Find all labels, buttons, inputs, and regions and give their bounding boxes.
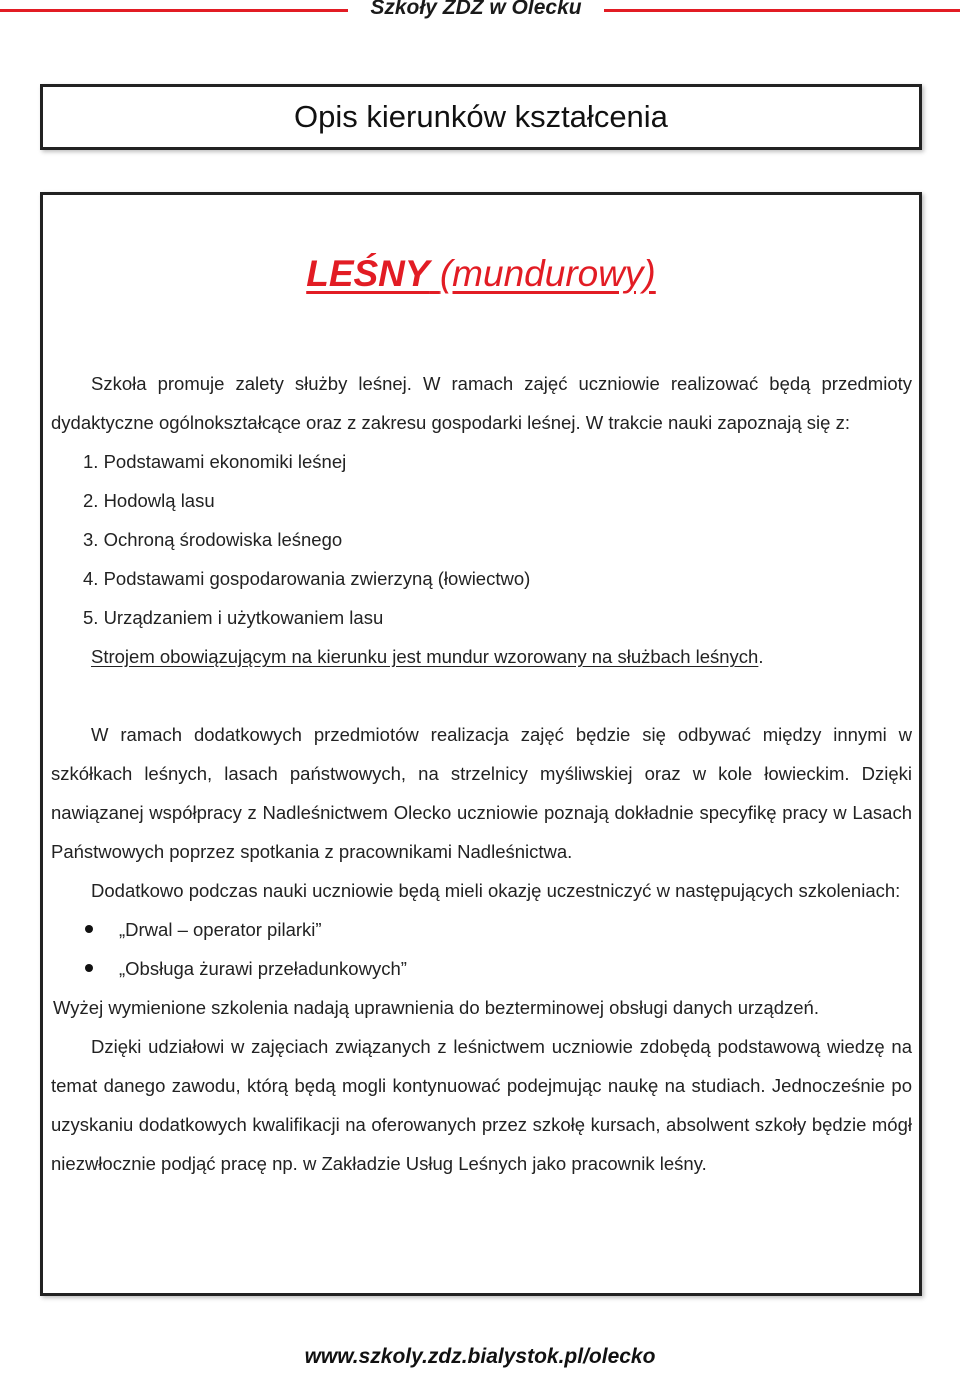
title-box <box>40 84 922 150</box>
outcome-paragraph: Dzięki udziałowi w zajęciach związanych z leśnictwem uczniowie zdobędą podstawową wiedzę na temat danego zawodu, którą będą mogli kontynuować podejmując naukę na studiach. Jednocześnie po uzyskaniu dodatkowych kwalifikacji na oferowanych przez szkołę kursach, absolwent szkoły będzie mógł niezwłocznie podjąć pracę np. w Zakładzie Usług Leśnych jako pracownik leśny. <box>51 1036 912 1174</box>
uniform-paragraph <box>51 637 912 676</box>
training-label: „Drwal – operator pilarki” <box>119 919 322 940</box>
paragraph-gap <box>51 676 912 715</box>
training-item <box>85 949 912 988</box>
header-rule-right <box>604 9 960 12</box>
uniform-note: Strojem obowiązującym na kierunku jest mundur wzorowany na służbach leśnych <box>91 646 759 667</box>
subject-item: 5. Urządzaniem i użytkowaniem lasu <box>83 607 384 628</box>
subject-item: 3. Ochroną środowiska leśnego <box>83 529 343 550</box>
header-rule-left <box>0 9 348 12</box>
bullet-icon <box>85 925 93 933</box>
subject-item: 4. Podstawami gospodarowania zwierzyną (łowiectwo) <box>83 568 531 589</box>
intro-paragraph: Szkoła promuje zalety służby leśnej. W ramach zajęć uczniowie realizować będą przedmioty dydaktyczne ogólnokształcące oraz z zakresu gospodarki leśnej. W trakcie nauki zapoznają się z: <box>51 373 912 433</box>
uniform-period: . <box>758 646 764 667</box>
content-box <box>40 192 922 1296</box>
program-subtitle: (mundurowy) <box>439 253 656 294</box>
subject-item: 1. Podstawami ekonomiki leśnej <box>83 451 347 472</box>
program-description <box>51 364 912 1183</box>
training-item <box>85 910 912 949</box>
bullet-icon <box>85 964 93 972</box>
page-title: Opis kierunków kształcenia <box>294 99 668 134</box>
trainings-paragraph: Dodatkowo podczas nauki uczniowie będą mieli okazję uczestniczyć w następujących szkoleniach: <box>91 880 901 901</box>
activities-paragraph: W ramach dodatkowych przedmiotów realizacja zajęć będzie się odbywać między innymi w szkółkach leśnych, lasach państwowych, na strzelnicy myśliwskiej oraz w kole łowieckim. Dzięki nawiązanej współpracy z Nadleśnictwem Olecko uczniowie poznają dokładnie specyfikę pracy w Lasach Państwowych poprzez spotkania z pracownikami Nadleśnictwa. <box>51 724 912 862</box>
subject-item: 2. Hodowlą lasu <box>83 490 215 511</box>
program-name: LEŚNY <box>306 253 430 294</box>
header-school-name: Szkoły ZDZ w Olecku <box>370 0 582 19</box>
footer-url: www.szkoly.zdz.bialystok.pl/olecko <box>304 1345 656 1368</box>
subjects-list <box>51 442 912 637</box>
trainings-list <box>51 910 912 988</box>
trainings-note: Wyżej wymienione szkolenia nadają uprawnienia do bezterminowej obsługi danych urządzeń. <box>53 997 819 1018</box>
program-heading <box>43 253 919 295</box>
training-label: „Obsługa żurawi przeładunkowych” <box>119 958 407 979</box>
